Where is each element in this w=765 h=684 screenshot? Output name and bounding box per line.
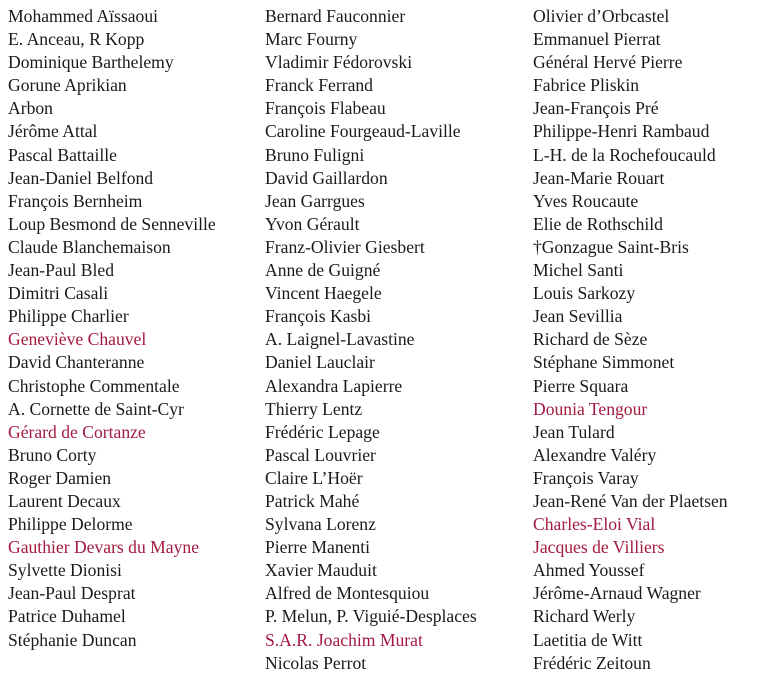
name-entry: Jean-Marie Rouart — [533, 167, 665, 188]
name-entry-highlighted: Charles-Eloi Vial — [533, 514, 656, 535]
name-entry: Jean Sevillia — [533, 306, 623, 327]
name-entry: Richard de Sèze — [533, 329, 648, 350]
name-entry: David Gaillardon — [265, 167, 388, 188]
name-entry-highlighted: Dounia Tengour — [533, 398, 648, 419]
name-entry: Marc Fourny — [265, 29, 358, 50]
name-entry: Thierry Lentz — [265, 398, 363, 419]
name-entry: Pascal Louvrier — [265, 444, 376, 465]
name-entry: Ahmed Youssef — [533, 560, 645, 581]
name-entry: Vladimir Fédorovski — [265, 52, 413, 73]
name-entry: François Flabeau — [265, 98, 386, 119]
name-entry: Patrick Mahé — [265, 490, 360, 511]
name-entry: Daniel Lauclair — [265, 352, 375, 373]
name-entry: Bernard Fauconnier — [265, 6, 406, 26]
name-entry: Bruno Corty — [8, 444, 97, 465]
name-entry: Bruno Fuligni — [265, 144, 365, 165]
name-entry: Alexandra Lapierre — [265, 375, 403, 396]
name-entry: Alfred de Montesquiou — [265, 583, 430, 604]
name-entry: Philippe Charlier — [8, 306, 129, 327]
name-entry: Mohammed Aïssaoui — [8, 6, 159, 26]
name-entry: Général Hervé Pierre — [533, 52, 683, 73]
name-entry: Franck Ferrand — [265, 75, 373, 96]
name-entry: L-H. de la Rochefoucauld — [533, 144, 716, 165]
name-column-3 — [533, 5, 728, 675]
name-entry: François Bernheim — [8, 190, 143, 211]
name-entry: Nicolas Perrot — [265, 652, 367, 673]
name-entry: Anne de Guigné — [265, 260, 381, 281]
name-entry: Louis Sarkozy — [533, 283, 636, 304]
name-entry: Elie de Rothschild — [533, 213, 663, 234]
name-entry: Franz-Olivier Giesbert — [265, 236, 425, 257]
name-entry: Philippe-Henri Rambaud — [533, 121, 710, 142]
name-entry: Arbon — [8, 98, 53, 119]
name-entry: Jean-Paul Desprat — [8, 583, 136, 604]
name-entry: Vincent Haegele — [265, 283, 382, 304]
name-column-1 — [8, 5, 216, 652]
name-entry: Pierre Manenti — [265, 537, 371, 558]
name-entry: Christophe Commentale — [8, 375, 180, 396]
name-entry: Claude Blanchemaison — [8, 236, 171, 257]
name-entry: Michel Santi — [533, 260, 624, 281]
name-entry-highlighted: S.A.R. Joachim Murat — [265, 629, 423, 650]
name-entry: Stéphane Simmonet — [533, 352, 675, 373]
name-entry: Patrice Duhamel — [8, 606, 126, 627]
name-entry: François Kasbi — [265, 306, 372, 327]
name-entry: Philippe Delorme — [8, 514, 133, 535]
name-entry: Jean-Paul Bled — [8, 260, 115, 281]
name-entry: Dimitri Casali — [8, 283, 109, 304]
name-entry: Yvon Gérault — [265, 213, 360, 234]
name-entry: Caroline Fourgeaud-Laville — [265, 121, 461, 142]
name-entry: Fabrice Pliskin — [533, 75, 640, 96]
name-entry: Emmanuel Pierrat — [533, 29, 661, 50]
name-entry: A. Laignel-Lavastine — [265, 329, 415, 350]
name-entry: Jean-René Van der Plaetsen — [533, 490, 728, 511]
name-entry: A. Cornette de Saint-Cyr — [8, 398, 184, 419]
name-entry-highlighted: Gauthier Devars du Mayne — [8, 537, 200, 558]
name-entry: Frédéric Lepage — [265, 421, 380, 442]
name-entry: Gorune Aprikian — [8, 75, 127, 96]
name-entry: Jérôme-Arnaud Wagner — [533, 583, 701, 604]
name-entry: Jérôme Attal — [8, 121, 98, 142]
name-entry: François Varay — [533, 467, 639, 488]
name-entry: Richard Werly — [533, 606, 636, 627]
name-entry: David Chanteranne — [8, 352, 145, 373]
name-entry: Jean-François Pré — [533, 98, 659, 119]
name-entry: Jean-Daniel Belfond — [8, 167, 154, 188]
name-entry: Sylvette Dionisi — [8, 560, 122, 581]
name-entry: Roger Damien — [8, 467, 112, 488]
name-column-2 — [265, 5, 477, 675]
name-entry: Pierre Squara — [533, 375, 629, 396]
name-entry: Laurent Decaux — [8, 490, 121, 511]
name-entry: E. Anceau, R Kopp — [8, 29, 145, 50]
name-entry: P. Melun, P. Viguié-Desplaces — [265, 606, 477, 627]
name-entry: Olivier d’Orbcastel — [533, 6, 670, 26]
name-entry: Dominique Barthelemy — [8, 52, 174, 73]
name-entry-highlighted: Geneviève Chauvel — [8, 329, 147, 350]
name-entry-highlighted: Gérard de Cortanze — [8, 421, 146, 442]
name-entry: Xavier Mauduit — [265, 560, 377, 581]
name-entry: Sylvana Lorenz — [265, 514, 376, 535]
name-entry: Alexandre Valéry — [533, 444, 657, 465]
name-entry: Jean Garrgues — [265, 190, 365, 211]
name-entry: †Gonzague Saint-Bris — [533, 236, 689, 257]
name-entry: Loup Besmond de Senneville — [8, 213, 216, 234]
name-entry: Jean Tulard — [533, 421, 615, 442]
name-entry: Pascal Battaille — [8, 144, 117, 165]
name-entry-highlighted: Jacques de Villiers — [533, 537, 665, 558]
name-entry: Yves Roucaute — [533, 190, 639, 211]
name-entry: Claire L’Hoër — [265, 467, 363, 488]
name-entry: Stéphanie Duncan — [8, 629, 137, 650]
name-entry: Frédéric Zeitoun — [533, 652, 651, 673]
name-entry: Laetitia de Witt — [533, 629, 643, 650]
